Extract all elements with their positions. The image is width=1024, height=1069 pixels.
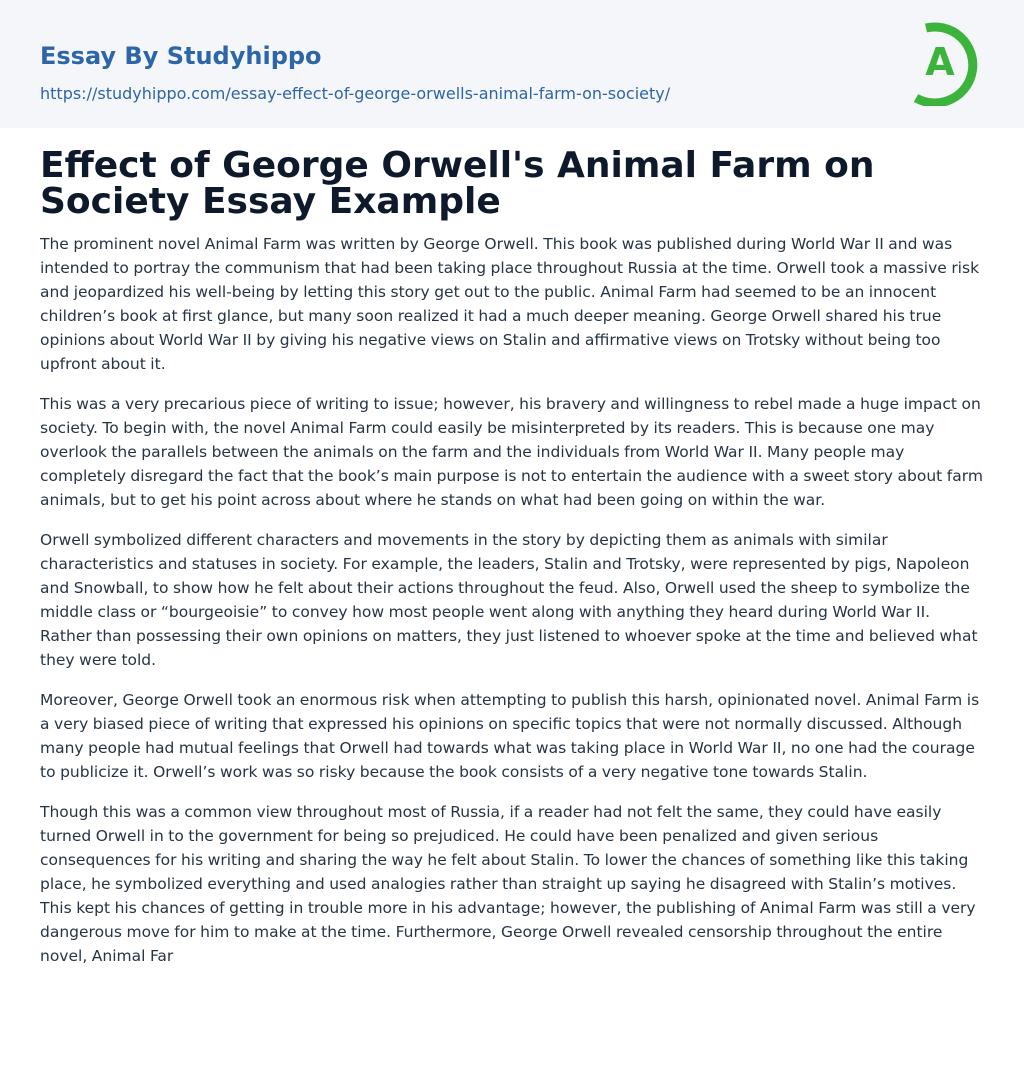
studyhippo-logo-icon[interactable]	[902, 18, 986, 106]
page-title: Effect of George Orwell's Animal Farm on Society Essay Example	[40, 145, 875, 222]
site-title[interactable]: Essay By Studyhippo	[40, 42, 322, 70]
paragraph-3: Orwell symbolized different characters and movements in the story by depicting them as animals with similar characteristics and statuses in society. For example, the leaders, Stalin and Trotsky, were represented by pigs, Napoleon and Snowball, to show how he felt about their actions throughout the feud. Also, Orwell used the sheep to symbolize the middle class or “bourgeoisie” to convey how most people went along with anything they heard during World War II. Rather than possessing their own opinions on matters, they just listened to whoever spoke at the time and believed what they were told.	[40, 531, 978, 669]
source-url-link[interactable]: https://studyhippo.com/essay-effect-of-george-orwells-animal-farm-on-society/	[40, 84, 671, 103]
site-header	[0, 0, 1024, 128]
paragraph-1: The prominent novel Animal Farm was written by George Orwell. This book was published during World War II and was intended to portray the communism that had been taking place throughout Russia at the time. Orwell took a massive risk and jeopardized his well-being by letting this story get out to the public. Animal Farm had seemed to be an innocent children’s book at first glance, but many soon realized it had a much deeper meaning. George Orwell shared his true opinions about World War II by giving his negative views on Stalin and affirmative views on Trotsky without being too upfront about it.	[40, 235, 980, 373]
article	[40, 145, 986, 968]
logo-letter: A	[925, 40, 955, 84]
paragraph-5: Though this was a common view throughout most of Russia, if a reader had not felt the same, they could have easily turned Orwell in to the government for being so prejudiced. He could have been penalized and given serious consequences for his writing and sharing the way he felt about Stalin. To lower the chances of something like this taking place, he symbolized everything and used analogies rather than straight up saying he disagreed with Stalin’s motives. This kept his chances of getting in trouble more in his advantage; however, the publishing of Animal Farm was still a very dangerous move for him to make at the time. Furthermore, George Orwell revealed censorship throughout the entire novel, Animal Far	[40, 803, 976, 965]
paragraph-2: This was a very precarious piece of writing to issue; however, his bravery and willingness to rebel made a huge impact on society. To begin with, the novel Animal Farm could easily be misinterpreted by its readers. This is because one may overlook the parallels between the animals on the farm and the individuals from World War II. Many people may completely disregard the fact that the book’s main purpose is not to entertain the audience with a sweet story about farm animals, but to get his point across about where he stands on what had been going on within the war.	[40, 395, 983, 509]
paragraph-4: Moreover, George Orwell took an enormous risk when attempting to publish this harsh, opinionated novel. Animal Farm is a very biased piece of writing that expressed his opinions on specific topics that were not normally discussed. Although many people had mutual feelings that Orwell had towards what was taking place in World War II, no one had the courage to publicize it. Orwell’s work was so risky because the book consists of a very negative tone towards Stalin.	[40, 691, 980, 781]
